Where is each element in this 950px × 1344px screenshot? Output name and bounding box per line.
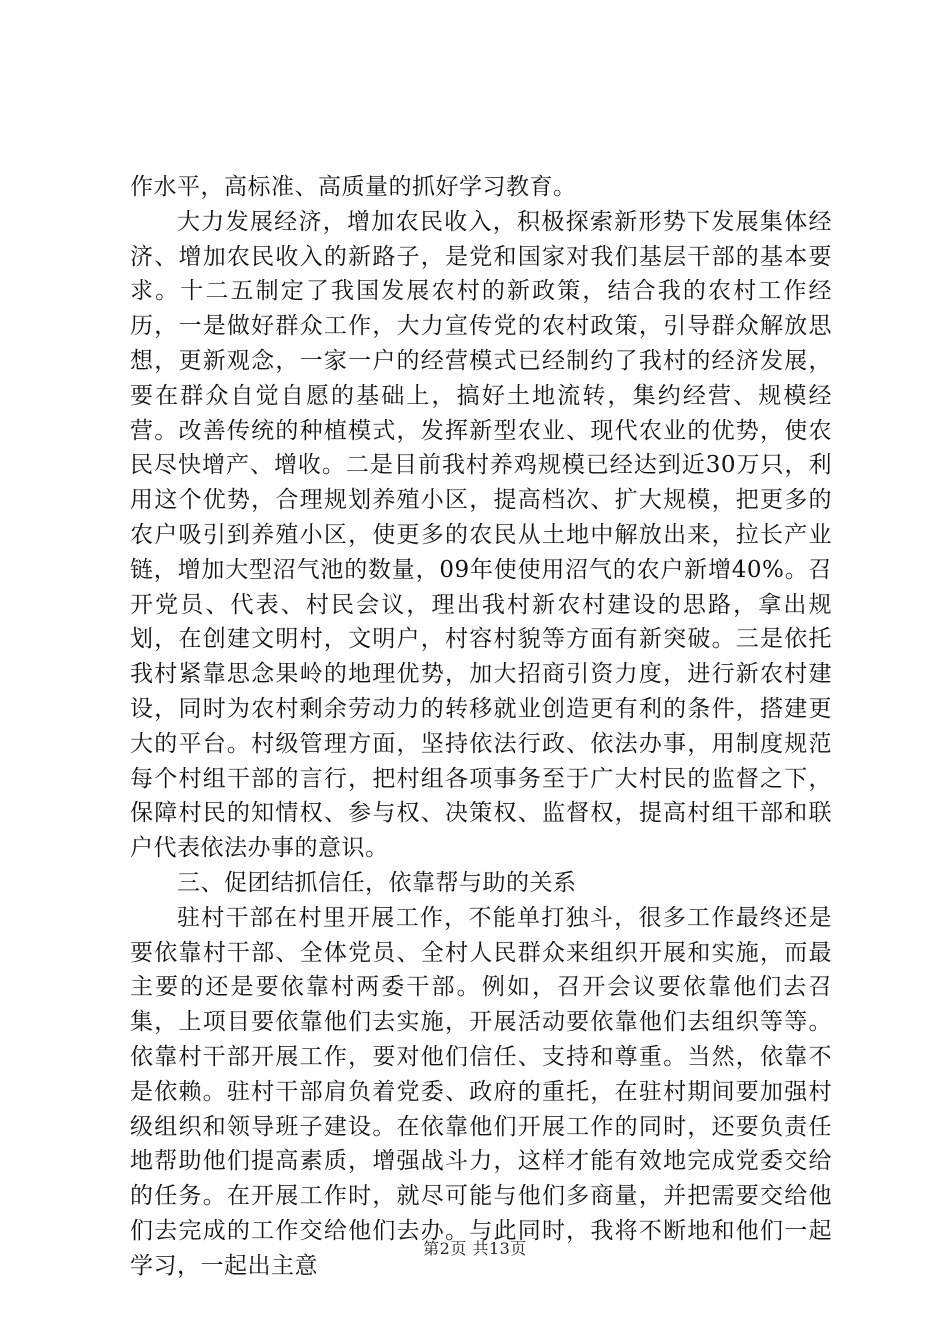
paragraph-cadres: 驻村干部在村里开展工作，不能单打独斗，很多工作最终还是要依靠村干部、全体党员、全村人民群众来组织开展和实施，而最主要的还是要依靠村两委干部。例如，召开会议要依靠他们去召集，上项目要依靠他们去实施，开展活动要依靠他们去组织等等。依靠村干部开展工作，要对他们信任、支持和尊重。当然，依靠不是依赖。驻村干部肩负着党委、政府的重托，在驻村期间要加强村级组织和领导班子建设。在依靠他们开展工作的同时，还要负责任地帮助他们提高素质，增强战斗力，这样才能有效地完成党委交给的任务。在开展工作时，就尽可能与他们多商量，并把需要交给他们去完成的工作交给他们去办。与此同时，我将不断地和他们一起学习，一起出主意 <box>130 904 832 1279</box>
paragraph-economy: 大力发展经济，增加农民收入，积极探索新形势下发展集体经济、增加农民收入的新路子，是党和国家对我们基层干部的基本要求。十二五制定了我国发展农村的新政策，结合我的农村工作经历，一是做好群众工作，大力宣传党的农村政策，引导群众解放思想，更新观念，一家一户的经营模式已经制约了我村的经济发展，要在群众自觉自愿的基础上，搞好土地流转，集约经营、规模经营。改善传统的种植模式，发挥新型农业、现代农业的优势，使农民尽快增产、增收。二是目前我村养鸡规模已经达到近30万只，利用这个优势，合理规划养殖小区，提高档次、扩大规模，把更多的农户吸引到养殖小区，使更多的农民从土地中解放出来，拉长产业链，增加大型沼气池的数量，09年使使用沼气的农户新增40%。召开党员、代表、村民会议，理出我村新农村建设的思路，拿出规划，在创建文明村，文明户，村容村貌等方面有新突破。三是依托我村紧靠思念果岭的地理优势，加大招商引资力度，进行新农村建设，同时为农村剩余劳动力的转移就业创造更有利的条件，搭建更大的平台。村级管理方面，坚持依法行政、依法办事，用制度规范每个村组干部的言行，把村组各项事务至于广大村民的监督之下，保障村民的知情权、参与权、决策权、监督权，提高村组干部和联户代表依法办事的意识。 <box>130 208 832 862</box>
page-number-label: 第2页 共13页 <box>423 1239 527 1258</box>
page-footer <box>0 1239 950 1259</box>
document-body <box>130 170 832 1284</box>
section-heading: 三、促团结抓信任，依靠帮与助的关系 <box>177 869 577 896</box>
paragraph-continuation: 作水平，高标准、高质量的抓好学习教育。 <box>130 174 577 200</box>
